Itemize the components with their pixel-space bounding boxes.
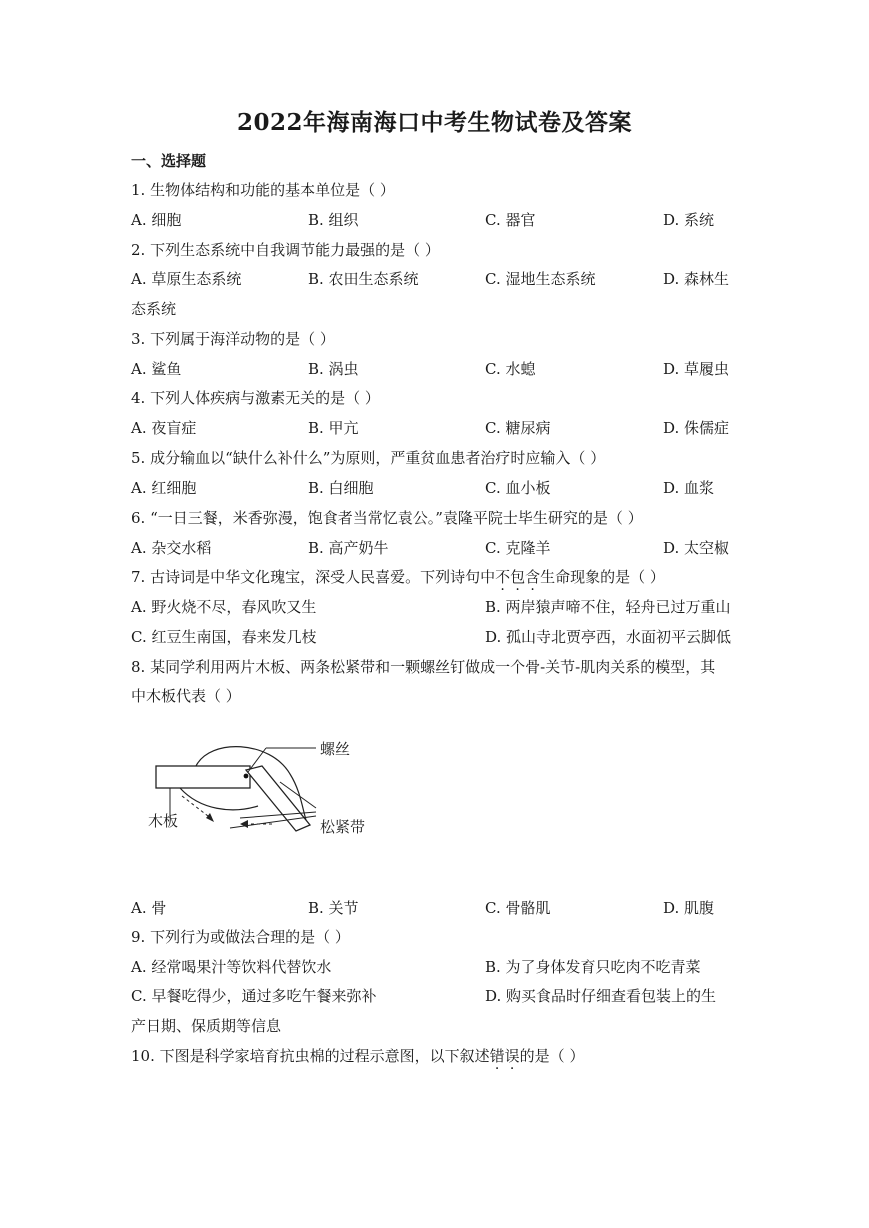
question-9-stem: 9. 下列行为或做法合理的是（ ） [131, 928, 350, 946]
q5-option-a: A. 红细胞 [131, 479, 197, 497]
q3-option-d: D. 草履虫 [663, 360, 730, 378]
q7-stem-text: 7. 古诗词是中华文化瑰宝，深受人民喜爱。下列诗句中 [131, 568, 496, 586]
q3-option-a: A. 鲨鱼 [131, 360, 182, 378]
question-8-stem-line2: 中木板代表（ ） [131, 687, 241, 705]
q7-option-d: D. 孤山寺北贾亭西，水面初平云脚低 [485, 628, 732, 646]
question-8-stem: 8. 某同学利用两片木板、两条松紧带和一颗螺丝钉做成一个骨-关节-肌肉关系的模型，其 [131, 658, 716, 676]
question-1-stem: 1. 生物体结构和功能的基本单位是（ ） [131, 181, 395, 199]
q2-option-d-continued: 态系统 [131, 300, 177, 318]
q4-option-d: D. 侏儒症 [663, 419, 730, 437]
q5-option-d: D. 血浆 [663, 479, 715, 497]
q7-stem-text: 生命现象的是（ ） [540, 568, 665, 586]
q1-option-c: C. 器官 [485, 211, 536, 229]
q9-option-b: B. 为了身体发育只吃肉不吃青菜 [485, 958, 701, 976]
q6-option-d: D. 太空椒 [663, 539, 730, 557]
wood-board-top [156, 766, 250, 788]
q8-option-c: C. 骨骼肌 [485, 899, 551, 917]
q9-option-d-continued: 产日期、保质期等信息 [131, 1017, 282, 1035]
q10-stem-text: 的是（ ） [519, 1047, 585, 1065]
q5-option-b: B. 白细胞 [308, 479, 374, 497]
q6-option-c: C. 克隆羊 [485, 539, 551, 557]
q7-emphasis-char: 不 [495, 568, 511, 586]
q9-option-c: C. 早餐吃得少，通过多吃午餐来弥补 [131, 987, 377, 1005]
q4-option-a: A. 夜盲症 [131, 419, 197, 437]
question-7-stem [131, 567, 665, 587]
question-10-stem [131, 1046, 584, 1066]
q6-option-a: A. 杂交水稻 [131, 539, 212, 557]
q3-option-b: B. 涡虫 [308, 360, 359, 378]
q2-option-b: B. 农田生态系统 [308, 270, 419, 288]
q8-option-b: B. 关节 [308, 899, 359, 917]
arrow-head-icon [206, 813, 214, 822]
label-board: 木板 [148, 812, 179, 830]
q7-option-b: B. 两岸猿声啼不住，轻舟已过万重山 [485, 598, 731, 616]
question-6-stem: 6. “一日三餐，米香弥漫，饱食者当常忆袁公。”袁隆平院士毕生研究的是（ ） [131, 509, 643, 527]
q2-option-c: C. 湿地生态系统 [485, 270, 596, 288]
q1-option-b: B. 组织 [308, 211, 359, 229]
q4-option-b: B. 甲亢 [308, 419, 359, 437]
q9-option-d: D. 购买食品时仔细查看包装上的生 [485, 987, 717, 1005]
q8-option-d: D. 肌腹 [663, 899, 715, 917]
label-elastic-band: 松紧带 [320, 818, 366, 836]
q4-option-c: C. 糖尿病 [485, 419, 551, 437]
question-2-stem: 2. 下列生态系统中自我调节能力最强的是（ ） [131, 241, 440, 259]
q8-option-a: A. 骨 [131, 899, 167, 917]
q7-option-a: A. 野火烧不尽，春风吹又生 [131, 598, 317, 616]
page-title: 2022年海南海口中考生物试卷及答案 [236, 109, 632, 136]
q7-emphasis-char: 含 [525, 568, 541, 586]
q6-option-b: B. 高产奶牛 [308, 539, 389, 557]
section-heading: 一、选择题 [131, 152, 207, 170]
bone-joint-muscle-model-figure [140, 728, 400, 858]
label-screw: 螺丝 [320, 740, 351, 758]
q1-option-d: D. 系统 [663, 211, 715, 229]
q1-option-a: A. 细胞 [131, 211, 182, 229]
movement-arrow [182, 796, 208, 816]
question-3-stem: 3. 下列属于海洋动物的是（ ） [131, 330, 335, 348]
q2-option-a: A. 草原生态系统 [131, 270, 242, 288]
elastic-band-lower [180, 788, 258, 810]
q9-option-a: A. 经常喝果汁等饮料代替饮水 [131, 958, 332, 976]
q10-emphasis-char: 错 [489, 1047, 505, 1065]
question-4-stem: 4. 下列人体疾病与激素无关的是（ ） [131, 389, 380, 407]
q7-option-c: C. 红豆生南国，春来发几枝 [131, 628, 317, 646]
screw-dot [244, 774, 249, 779]
q3-option-c: C. 水螅 [485, 360, 536, 378]
q7-emphasis-char: 包 [510, 568, 526, 586]
q5-option-c: C. 血小板 [485, 479, 551, 497]
q10-emphasis-char: 误 [504, 1047, 520, 1065]
question-5-stem: 5. 成分输血以“缺什么补什么”为原则，严重贫血患者治疗时应输入（ ） [131, 449, 606, 467]
q2-option-d: D. 森林生 [663, 270, 730, 288]
q10-stem-text: 10. 下图是科学家培育抗虫棉的过程示意图，以下叙述 [131, 1047, 490, 1065]
